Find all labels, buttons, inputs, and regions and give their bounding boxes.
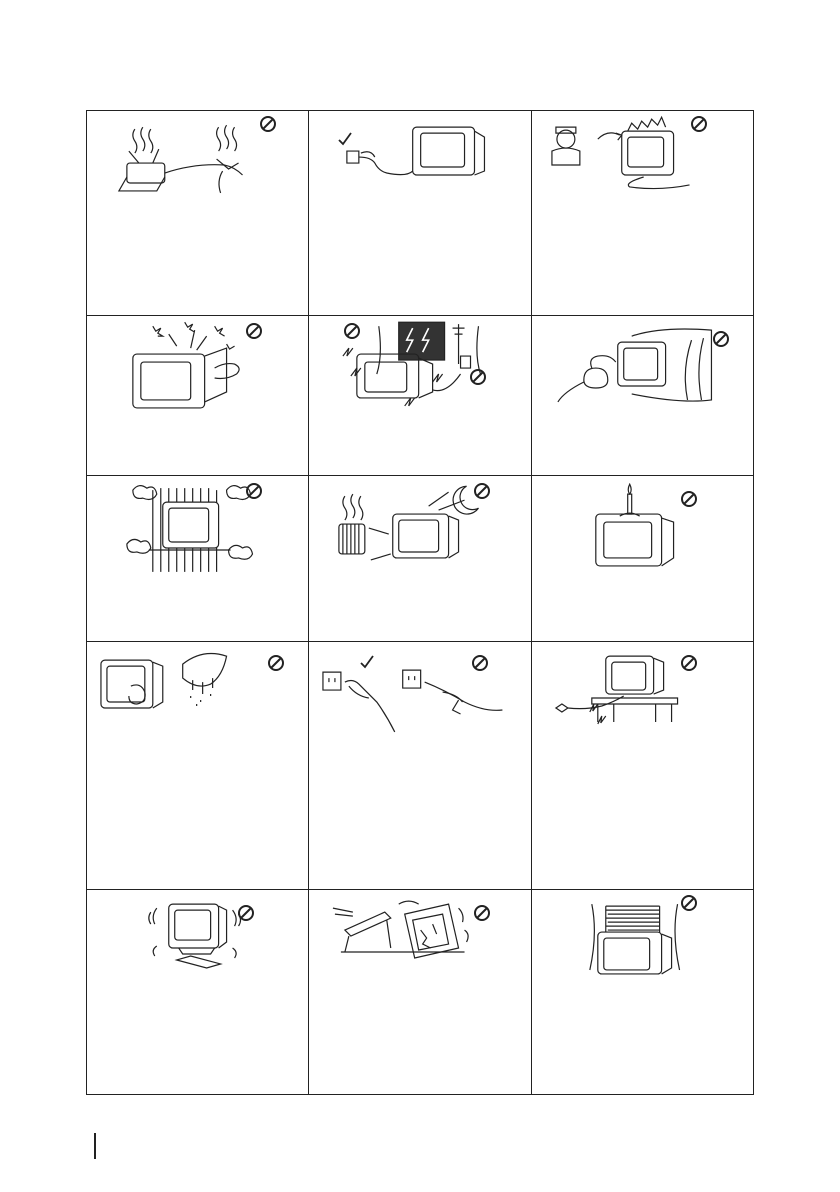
prohibited-icon (343, 322, 361, 340)
safety-illustration-grid (86, 110, 754, 1095)
falling-tv-icon (309, 890, 530, 1020)
damaged-cord-icon (532, 642, 753, 772)
grid-row-1 (87, 111, 753, 316)
service-technician-icon (532, 111, 753, 241)
heater-sunlight-icon (309, 476, 530, 606)
objects-on-tv-icon (532, 890, 753, 1020)
prohibited-icon (259, 115, 277, 133)
prohibited-icon (680, 894, 698, 912)
cell-steam-humidity (532, 316, 753, 475)
grid-row-3 (87, 476, 753, 642)
prohibited-icon (245, 482, 263, 500)
cell-unplug (309, 642, 531, 889)
candle-on-tv-icon (532, 476, 753, 606)
cell-heater-sunlight (309, 476, 531, 641)
prohibited-icon (245, 322, 263, 340)
prohibited-icon (267, 654, 285, 672)
prohibited-icon (712, 330, 730, 348)
cell-object-inserted (87, 316, 309, 475)
unplug-by-plug-icon (309, 642, 530, 772)
checkmark-icon (337, 131, 353, 147)
cell-candle-on-tv (532, 476, 753, 641)
grid-row-2 (87, 316, 753, 476)
checkmark-icon (359, 654, 375, 670)
grid-row-4 (87, 642, 753, 890)
cell-enclosed-ventilation (87, 476, 309, 641)
cell-tv-plugged-in (309, 111, 531, 315)
unstable-stand-icon (87, 890, 308, 1020)
prohibited-icon (690, 115, 708, 133)
object-inserted-tv-icon (87, 316, 308, 446)
prohibited-icon (680, 654, 698, 672)
cell-overloaded-outlet (87, 111, 309, 315)
grid-row-5 (87, 890, 753, 1094)
prohibited-icon (471, 654, 489, 672)
prohibited-icon (237, 904, 255, 922)
prohibited-icon (680, 490, 698, 508)
prohibited-icon (473, 482, 491, 500)
cell-falling-tv (309, 890, 531, 1094)
prohibited-icon (473, 904, 491, 922)
cell-unstable-stand (87, 890, 309, 1094)
enclosed-ventilation-icon (87, 476, 308, 606)
cell-damaged-cord (532, 642, 753, 889)
prohibited-icon (469, 368, 487, 386)
cell-wet-cloth (87, 642, 309, 889)
margin-rule (94, 1133, 96, 1159)
cell-service-technician (532, 111, 753, 315)
cell-lightning-storm (309, 316, 531, 475)
cell-objects-on-tv (532, 890, 753, 1094)
